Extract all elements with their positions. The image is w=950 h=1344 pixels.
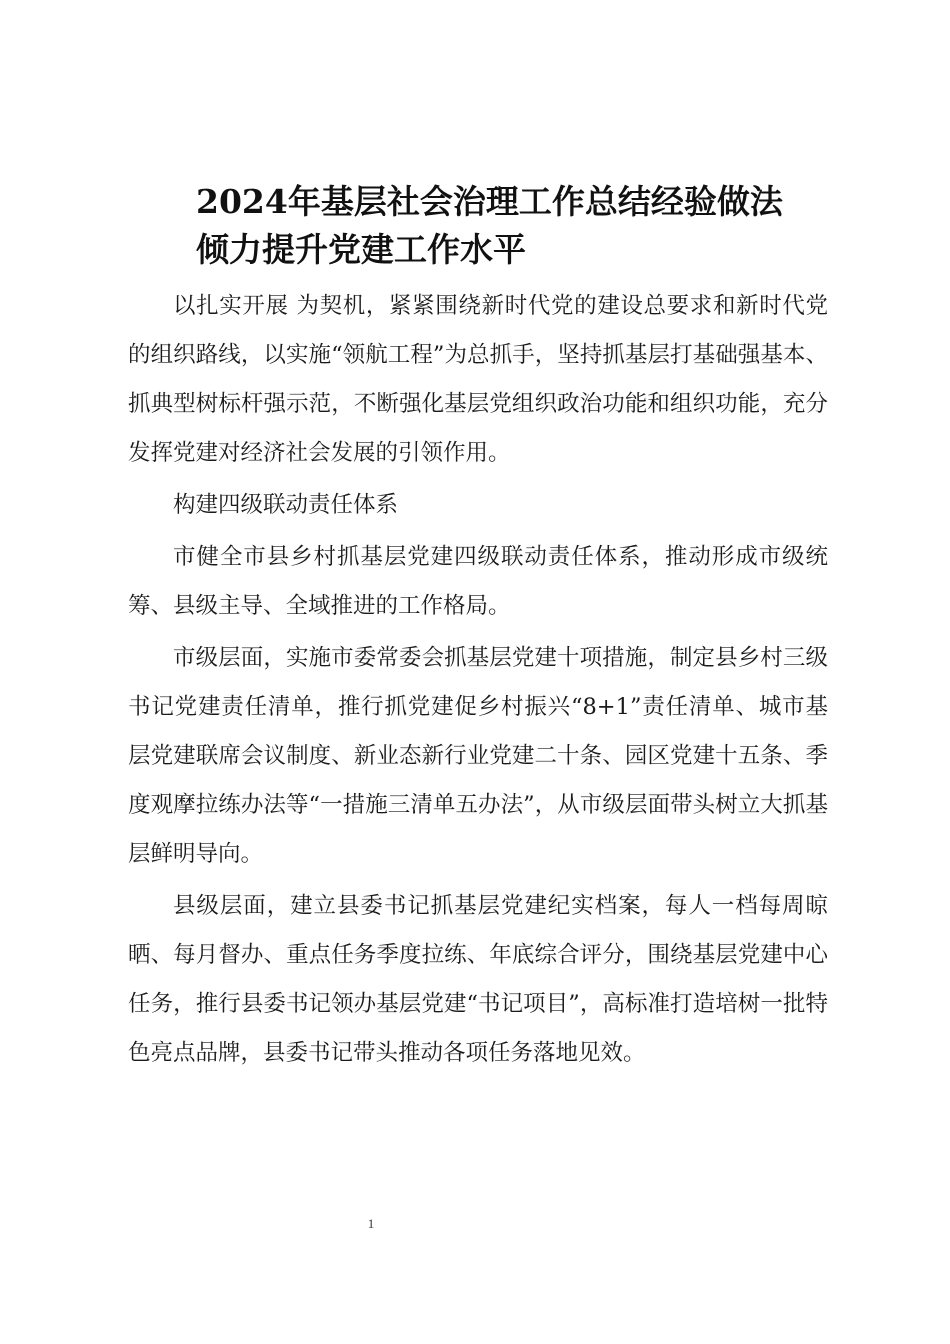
document-title: [196, 178, 836, 274]
title-line-1: 2024年基层社会治理工作总结经验做法: [196, 182, 783, 221]
paragraph-city-level: 市级层面，实施市委常委会抓基层党建十项措施，制定县乡村三级书记党建责任清单，推行抓党建促乡村振兴“8+1”责任清单、城市基层党建联席会议制度、新业态新行业党建二十条、园区党建十五条、季度观摩拉练办法等“一措施三清单五办法”，从市级层面带头树立大抓基层鲜明导向。: [128, 645, 828, 867]
title-line-2: 倾力提升党建工作水平: [196, 230, 526, 269]
section-heading: 构建四级联动责任体系: [173, 492, 399, 518]
document-body: [128, 282, 828, 1078]
page-number: 1: [367, 1216, 375, 1231]
paragraph-system: 市健全市县乡村抓基层党建四级联动责任体系，推动形成市级统筹、县级主导、全域推进的工作格局。: [128, 544, 828, 619]
paragraph-intro: 以扎实开展 为契机，紧紧围绕新时代党的建设总要求和新时代党的组织路线，以实施“领航工程”为总抓手，坚持抓基层打基础强基本、抓典型树标杆强示范，不断强化基层党组织政治功能和组织功能，充分发挥党建对经济社会发展的引领作用。: [128, 293, 828, 466]
paragraph-county-level: 县级层面，建立县委书记抓基层党建纪实档案，每人一档每周晾晒、每月督办、重点任务季度拉练、年底综合评分，围绕基层党建中心任务，推行县委书记领办基层党建“书记项目”，高标准打造培树一批特色亮点品牌，县委书记带头推动各项任务落地见效。: [128, 893, 828, 1066]
